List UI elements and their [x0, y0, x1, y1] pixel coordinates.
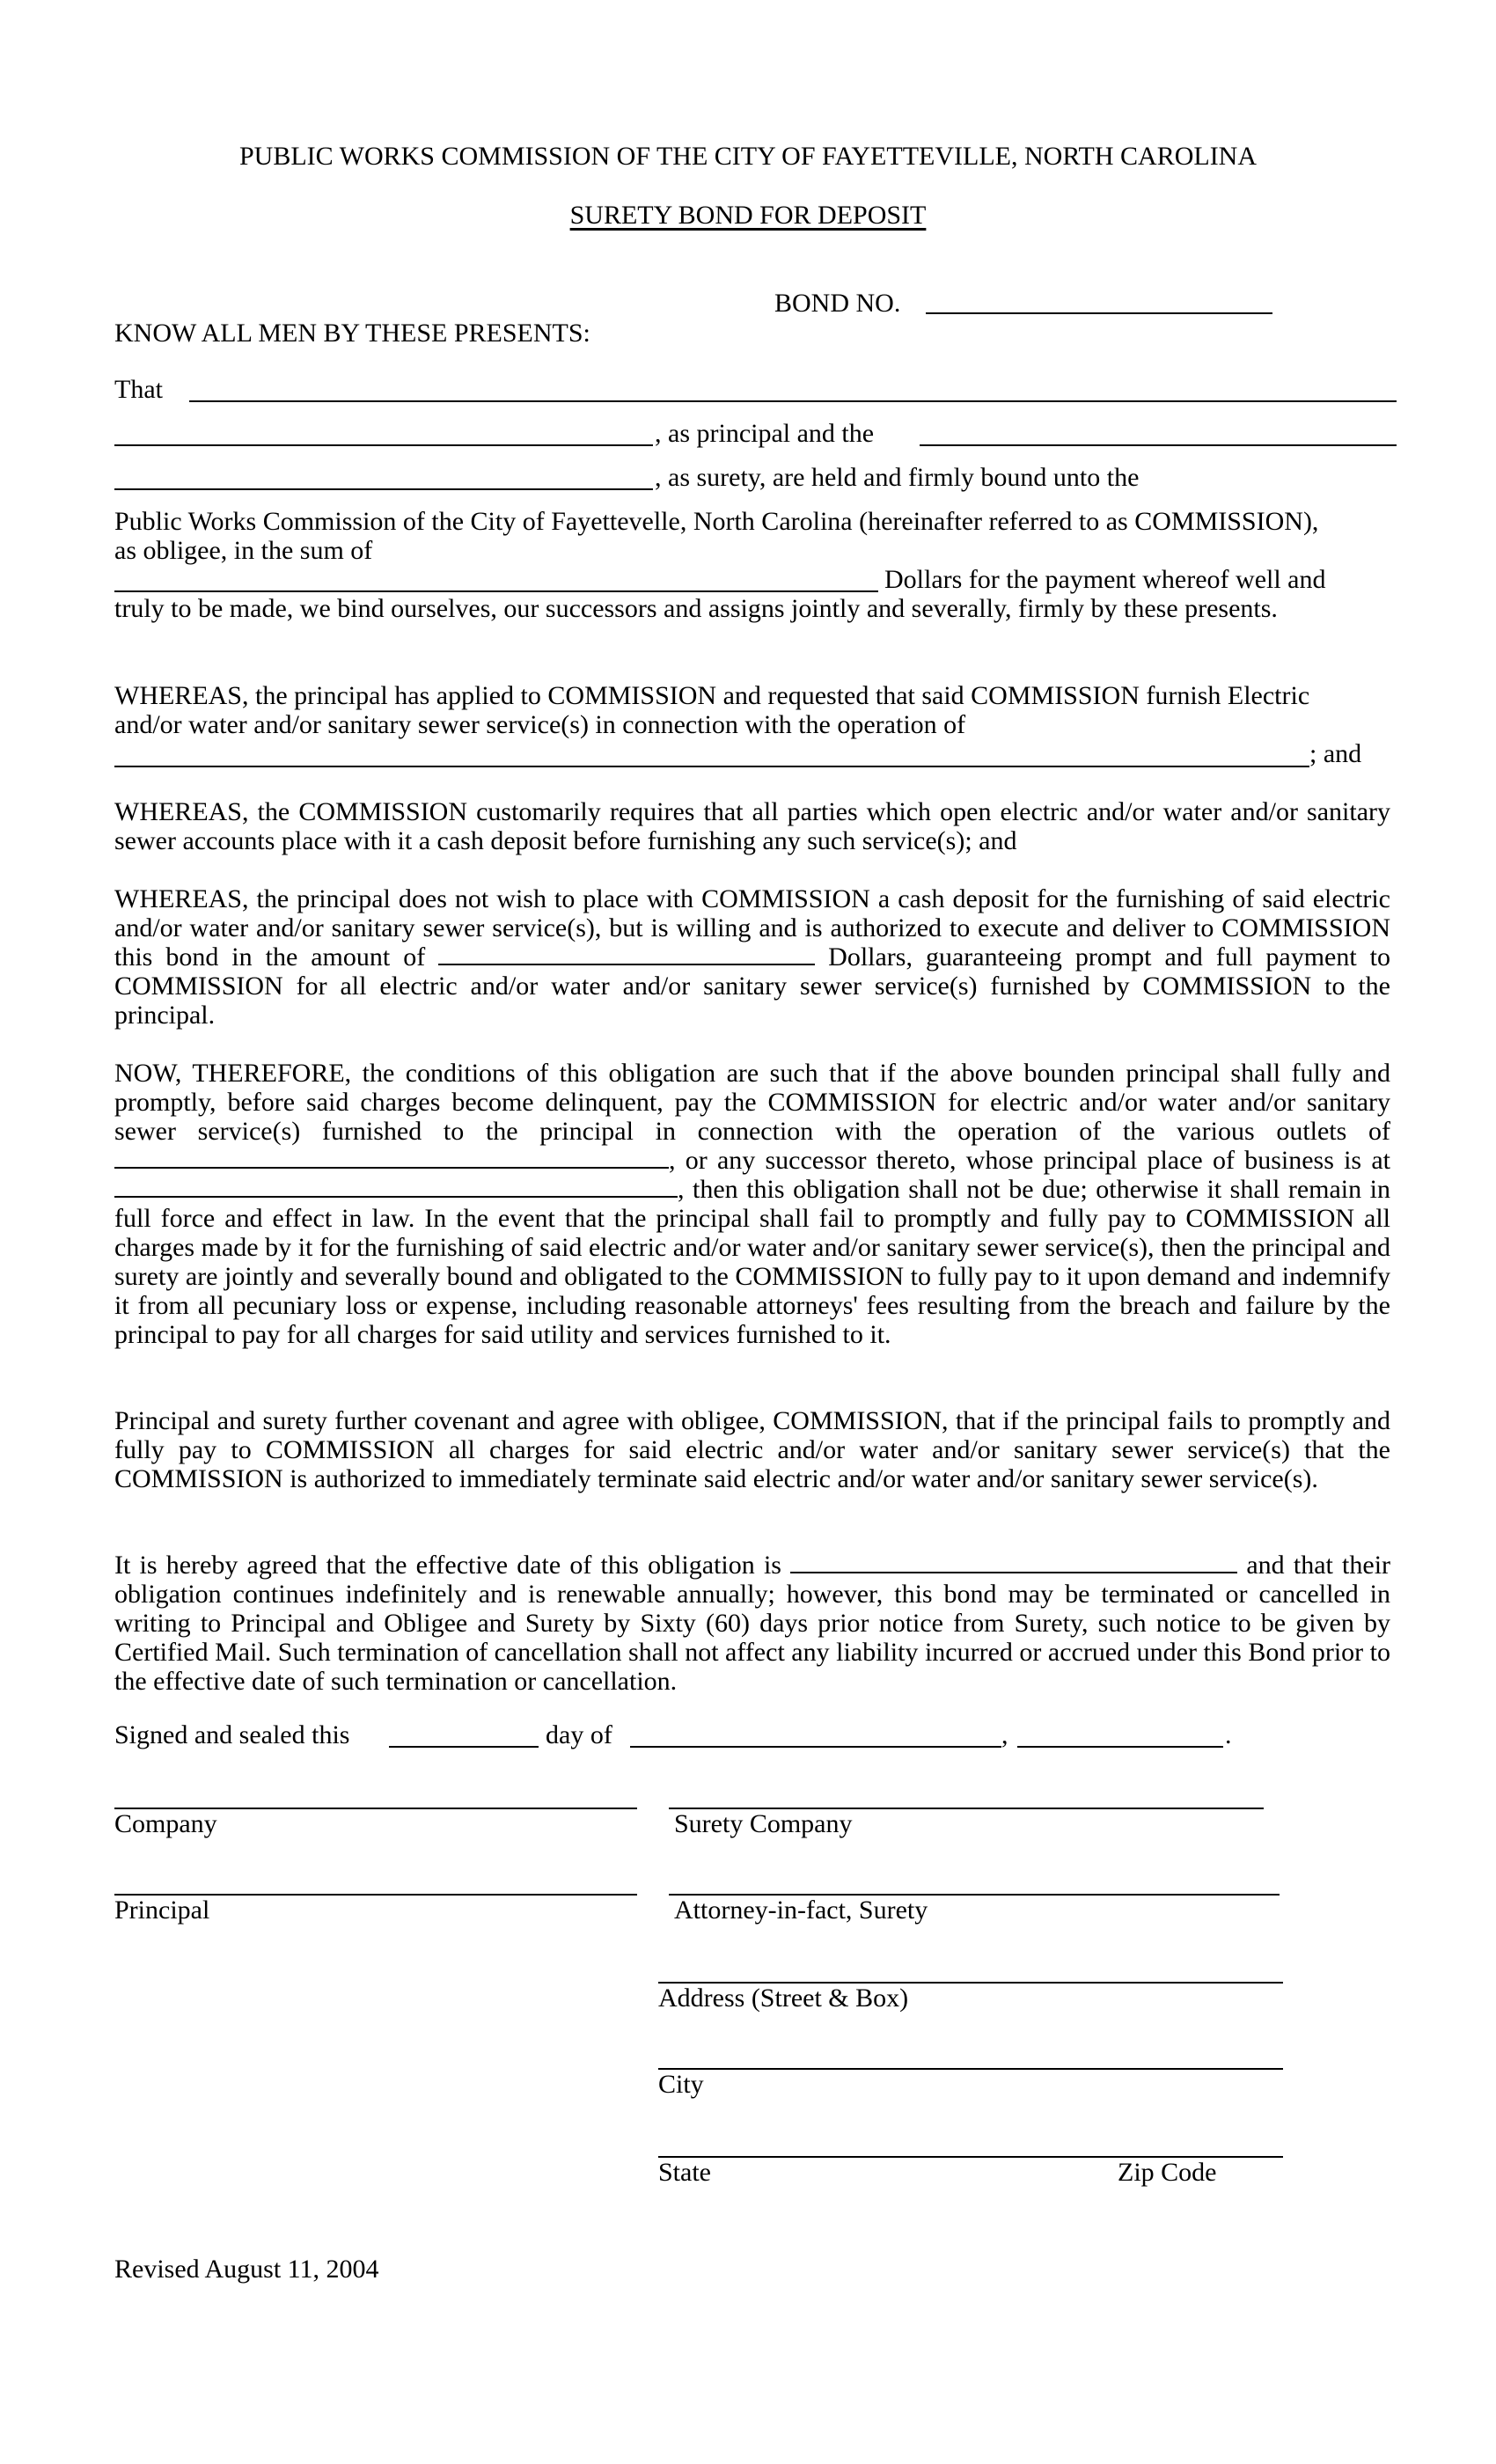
now-therefore-text-a: NOW, THEREFORE, the conditions of this obligation are such that if the above bounden principal shall fully and promptly, before said charges become delinquent, pay the COMMISSION for electric and/or water and/or sanitary sewer service(s) furnished to the principal in connection with the operation of the various outlets of: [114, 1059, 1390, 1146]
bind-paragraph: truly to be made, we bind ourselves, our successors and assigns jointly and severally, firmly by these presents.: [114, 594, 1278, 623]
bond-no-field[interactable]: [926, 312, 1272, 314]
know-all-heading: KNOW ALL MEN BY THESE PRESENTS:: [114, 319, 590, 348]
signed-period: .: [1225, 1720, 1232, 1749]
principal-label: Principal: [114, 1896, 210, 1925]
whereas-3-text-b: Dollars, guaranteeing prompt and full payment to COMMISSION for all electric and/or water and/or sanitary sewer service(s) furnished by COMMISSION to the principal.: [114, 942, 1391, 1030]
now-therefore-text-b: , or any successor thereto, whose principal place of business is at: [669, 1146, 1390, 1175]
surety-name-field-2[interactable]: [114, 488, 653, 490]
signed-sealed-text: Signed and sealed this: [114, 1720, 350, 1749]
principal-name-field[interactable]: [189, 400, 1397, 402]
covenant-paragraph: Principal and surety further covenant and agree with obligee, COMMISSION, that if the principal fails to promptly and fully pay to COMMISSION all charges for said electric and/or water and/or sanitary sewer service(s) that the COMMISSION is authorized to immediately terminate said electric and/or water and/or sanitary sewer service(s).: [114, 1406, 1390, 1493]
revised-date: Revised August 11, 2004: [114, 2255, 379, 2284]
attorney-label: Attorney-in-fact, Surety: [674, 1896, 928, 1925]
whereas-2-paragraph: WHEREAS, the COMMISSION customarily requires that all parties which open electric and/or water and/or sanitary sewer accounts place with it a cash deposit before furnishing any such service(s); and: [114, 797, 1390, 855]
signed-year-field[interactable]: [1017, 1746, 1223, 1748]
effective-date-field[interactable]: [790, 1551, 1237, 1573]
city-label: City: [658, 2070, 704, 2099]
business-address-field[interactable]: [114, 1175, 678, 1198]
zip-label: Zip Code: [1118, 2158, 1217, 2187]
as-principal-text: , as principal and the: [655, 419, 875, 448]
outlets-field[interactable]: [114, 1146, 669, 1169]
bond-no-label: BOND NO.: [774, 289, 901, 318]
that-label: That: [114, 375, 163, 404]
principal-name-field-2[interactable]: [114, 444, 653, 446]
surety-company-label: Surety Company: [674, 1809, 853, 1838]
address-label: Address (Street & Box): [658, 1984, 909, 2013]
effective-text-a: It is hereby agreed that the effective date of this obligation is: [114, 1551, 781, 1580]
state-label: State: [658, 2158, 711, 2187]
org-title: PUBLIC WORKS COMMISSION OF THE CITY OF FAYETTEVILLE, NORTH CAROLINA: [238, 142, 1258, 171]
whereas-3-text-a: WHEREAS, the principal does not wish to place with COMMISSION a cash deposit for the furnishing of said electric and/or water and/or sanitary sewer service(s), but is willing and is authorized to execute and deliver to COMMISSION this bond in the amount of: [114, 884, 1390, 972]
whereas-3-paragraph: [114, 884, 1390, 1030]
effective-date-paragraph: [114, 1551, 1390, 1696]
signed-day-field[interactable]: [389, 1746, 539, 1748]
doc-title-text: SURETY BOND FOR DEPOSIT: [569, 201, 927, 230]
signed-month-field[interactable]: [630, 1746, 1001, 1748]
effective-text-b: and that their obligation continues indefinitely and is renewable annually; however, this bond may be terminated or cancelled in writing to Principal and Obligee and Surety by Sixty (60) days prior notice from Surety, such notice to be given by Certified Mail. Such termination of cancellation shall not affect any liability incurred or accrued under this Bond prior to the effective date of such termination or cancellation.: [114, 1551, 1391, 1696]
operation-field[interactable]: [114, 766, 1309, 767]
signed-comma: ,: [1001, 1720, 1008, 1749]
bond-sum-field[interactable]: [114, 590, 878, 592]
dollars-text: Dollars for the payment whereof well and: [884, 565, 1326, 594]
now-therefore-paragraph: [114, 1059, 1390, 1349]
whereas-1-paragraph: WHEREAS, the principal has applied to COMMISSION and requested that said COMMISSION furnish Electric and/or water and/or sanitary sewer service(s) in connection with the operation of: [114, 681, 1310, 739]
whereas-1-end: ; and: [1309, 739, 1362, 768]
bond-amount-field[interactable]: [438, 942, 815, 965]
as-surety-text: , as surety, are held and firmly bound unto the: [655, 463, 1140, 492]
doc-title: [0, 201, 1496, 230]
surety-name-field[interactable]: [920, 444, 1397, 446]
city-line[interactable]: [658, 2068, 1283, 2070]
company-label: Company: [114, 1809, 217, 1838]
obligee-paragraph: Public Works Commission of the City of Fayettevelle, North Carolina (hereinafter referred to as COMMISSION), as obligee, in the sum of: [114, 507, 1319, 565]
now-therefore-text-c: , then this obligation shall not be due; otherwise it shall remain in full force and effect in law. In the event that the principal shall fail to promptly and fully pay to COMMISSION all charges made by it for the furnishing of said electric and/or water and/or sanitary sewer service(s), then the principal and surety are jointly and severally bound and obligated to the COMMISSION to fully pay to it upon demand and indemnify it from all pecuniary loss or expense, including reasonable attorneys' fees resulting from the breach and failure by the principal to pay for all charges for said utility and services furnished to it.: [114, 1175, 1390, 1349]
day-of-text: day of: [546, 1720, 612, 1749]
